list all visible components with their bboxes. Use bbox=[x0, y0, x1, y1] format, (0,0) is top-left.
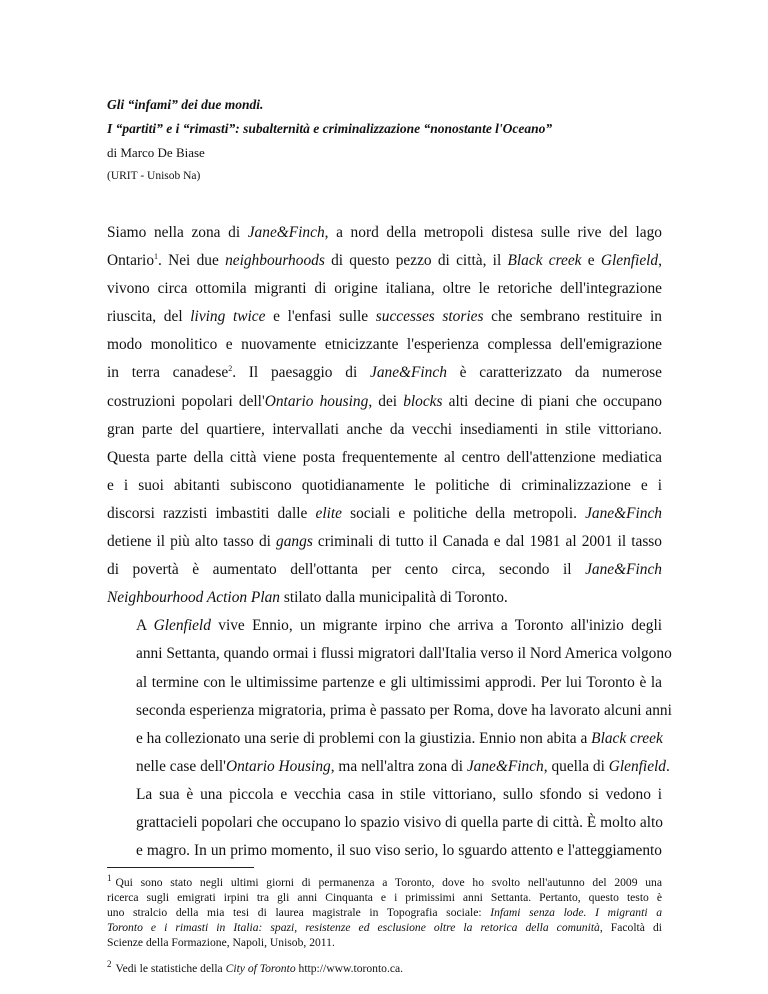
text-line: al termine con le ultimissime partenze e gli ultimissimi approdi. Per lui Toronto è la bbox=[136, 673, 662, 691]
text-line: in terra canadese$^2$. Il paesaggio di Jane&Finch è caratterizzato da numerose bbox=[107, 364, 662, 382]
text-line: costruzioni popolari dell'Ontario housing, dei blocks alti decine di piani che occupano bbox=[107, 392, 662, 410]
text-line: $^2$ Vedi le statistiche della City of Toronto http://www.toronto.ca. bbox=[107, 959, 404, 976]
text-line: Questa parte della città viene posta frequentemente al centro dell'attenzione mediatica bbox=[107, 448, 662, 466]
text-line: vivono circa ottomila migranti di origine italiana, oltre le retoriche dell'integrazione bbox=[107, 280, 662, 298]
footnote-2 bbox=[107, 961, 662, 976]
document-page bbox=[107, 96, 672, 976]
text-line: uno stralcio della mia tesi di laurea magistrale in Topografia sociale: Infami senza lode. I migranti a bbox=[107, 906, 662, 920]
text-line: Siamo nella zona di Jane&Finch, a nord della metropoli distesa sulle rive del lago bbox=[107, 224, 662, 241]
text-line: A Glenfield vive Ennio, un migrante irpino che arriva a Toronto all'inizio degli bbox=[136, 617, 662, 635]
paragraph-2 bbox=[107, 612, 672, 865]
body-text bbox=[107, 219, 672, 865]
footnote-ref-2[interactable]: 2 bbox=[228, 364, 233, 374]
footnote-separator bbox=[107, 867, 254, 868]
paragraph-1 bbox=[107, 219, 662, 612]
text-line: discorsi razzisti imbastiti dalle elite sociali e politiche della metropoli. Jane&Finch bbox=[107, 504, 662, 522]
title-line-1: Gli “infami” dei due mondi. bbox=[107, 97, 264, 112]
text-line: ricerca sugli emigrati irpini tra gli anni Cinquanta e i primissimi anni Settanta. Pertanto, questo testo è bbox=[107, 891, 662, 905]
title-line-2: I “partiti” e i “rimasti”: subalternità e criminalizzazione “nonostante l'Oceano” bbox=[107, 121, 553, 136]
text-line: anni Settanta, quando ormai i flussi migratori dall'Italia verso il Nord America volgono bbox=[136, 645, 672, 663]
text-line: e i suoi abitanti subiscono quotidianamente le politiche di criminalizzazione e i bbox=[107, 476, 662, 494]
text-line: La sua è una piccola e vecchia casa in stile vittoriano, sullo sfondo si vedono i bbox=[136, 785, 662, 803]
text-line: di povertà è aumentato dell'ottanta per cento circa, secondo il Jane&Finch bbox=[107, 561, 662, 579]
text-line: Scienze della Formazione, Napoli, Unisob, 2011. bbox=[107, 936, 335, 950]
text-line: seconda esperienza migratoria, prima è passato per Roma, dove ha lavorato alcuni anni bbox=[136, 701, 672, 719]
text-line: grattacieli popolari che occupano lo spazio visivo di quella parte di città. È molto alto bbox=[136, 813, 663, 831]
footnote-number: 2 bbox=[107, 959, 112, 970]
footnote-1 bbox=[107, 875, 662, 950]
text-line: nelle case dell'Ontario Housing, ma nell'altra zona di Jane&Finch, quella di Glenfield. bbox=[136, 757, 670, 775]
text-line: riuscita, del living twice e l'enfasi sulle successes stories che sembrano restituire in bbox=[107, 308, 662, 326]
text-line: gran parte del quartiere, intervallati anche da vecchi insediamenti in stile vittoriano. bbox=[107, 420, 662, 438]
text-line: Toronto e i rimasti in Italia: spazi, resistenze ed esclusione oltre la retorica della comunità, Facoltà di bbox=[107, 921, 662, 935]
text-line: modo monolitico e nuovamente etnicizzante l'esperienza complessa dell'emigrazione bbox=[107, 336, 662, 354]
text-line: e magro. In un primo momento, il suo viso serio, lo sguardo attento e l'atteggiamento bbox=[136, 842, 662, 860]
text-line: Neighbourhood Action Plan stilato dalla municipalità di Toronto. bbox=[107, 589, 508, 607]
text-line: detiene il più alto tasso di gangs criminali di tutto il Canada e dal 1981 al 2001 il tasso bbox=[107, 533, 662, 551]
author: di Marco De Biase bbox=[107, 145, 205, 160]
footnote-ref-1[interactable]: 1 bbox=[154, 251, 159, 261]
affiliation: (URIT - Unisob Na) bbox=[107, 170, 201, 182]
text-line: e ha collezionato una serie di problemi con la giustizia. Ennio non abita a Black creek bbox=[136, 729, 663, 747]
footnote-number: 1 bbox=[107, 873, 112, 884]
text-line: $^1$ Qui sono stato negli ultimi giorni di permanenza a Toronto, dove ho svolto nell'autunno del 2009 una bbox=[107, 873, 662, 890]
text-line: Ontario$^1$. Nei due neighbourhoods di questo pezzo di città, il Black creek e Glenfield, bbox=[107, 251, 662, 270]
